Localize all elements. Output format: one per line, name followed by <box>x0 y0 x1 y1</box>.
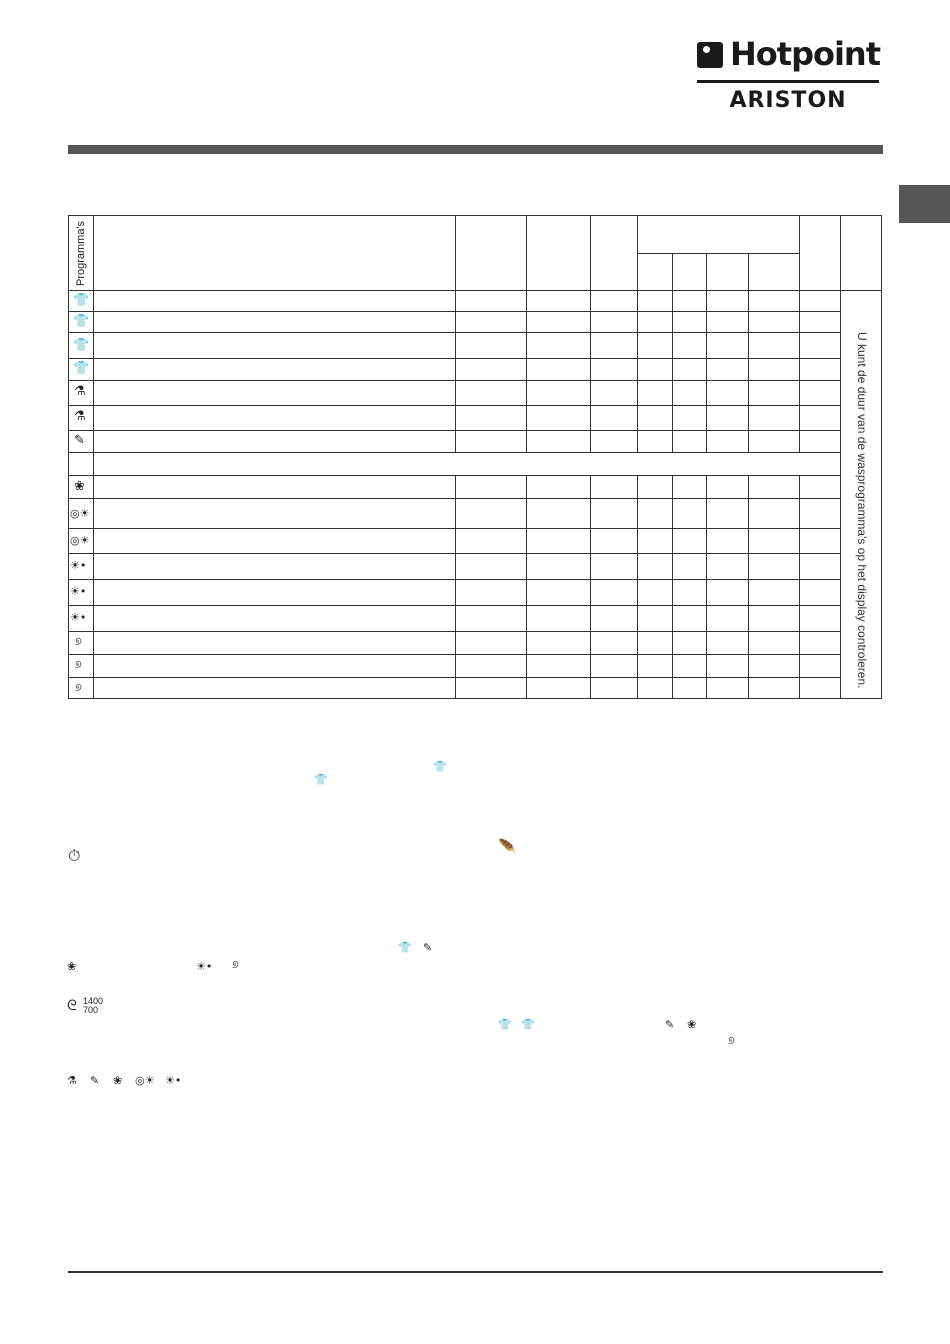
table-first-header: Programma's <box>75 220 87 286</box>
sun-icon: ☀• <box>165 1074 182 1087</box>
shirt-stain-icon: 👕 <box>498 1018 512 1031</box>
footer-rule <box>68 1271 883 1273</box>
brand-subname: ARISTON <box>729 88 847 113</box>
spin-speed-values <box>83 997 103 1015</box>
brush-icon: ✎ <box>423 941 433 954</box>
spin-icon: ୭ <box>75 681 82 694</box>
sun-icon: ☀• <box>70 611 87 624</box>
brush-icon: ✎ <box>90 1074 100 1087</box>
table-grid <box>68 215 882 699</box>
flask-icon: ⚗ <box>67 1074 77 1087</box>
spin-icon: ୭ <box>75 658 82 671</box>
table-side-note: U kunt de duur van de wasprogramma's op het display controleren. <box>855 332 869 689</box>
shirt-icon: 👕 <box>521 1018 535 1031</box>
wool-icon: ❀ <box>67 960 77 973</box>
quick-wash-clock-icon: ⏱ <box>68 846 81 865</box>
mix-icon: ◎☀ <box>70 534 90 547</box>
flask-icon: ⚗ <box>74 384 86 399</box>
spin-icon: ୭ <box>728 1034 735 1047</box>
spin-low: 700 <box>83 1005 99 1015</box>
shirt-icon: 👕 <box>433 760 447 773</box>
shirt-icon: 👕 <box>73 338 90 353</box>
sun-icon: ☀• <box>196 960 213 973</box>
wool-icon: ❀ <box>687 1018 697 1031</box>
shirt-icon: 👕 <box>73 361 90 376</box>
shirt-icon: 👕 <box>73 314 90 329</box>
spin-speed-icon: ᘓ <box>67 998 77 1014</box>
shirt-stain-icon: 👕 <box>398 941 412 954</box>
sun-icon: ☀• <box>70 585 87 598</box>
feather-icon: 🪶 <box>498 838 517 856</box>
shirt-icon: 👕 <box>314 773 328 786</box>
spin-icon: ୭ <box>75 635 82 648</box>
wool-icon: ❀ <box>74 479 85 494</box>
wool-icon: ❀ <box>113 1074 123 1087</box>
spin-high: 1400 <box>83 996 104 1006</box>
mix-icon: ◎☀ <box>70 507 90 520</box>
spin-icon: ୭ <box>232 958 239 971</box>
brand-name: Hotpoint <box>730 35 880 73</box>
brush-icon: ✎ <box>74 433 85 448</box>
flask-icon: ⚗ <box>74 409 86 424</box>
mix-icon: ◎☀ <box>135 1074 155 1087</box>
brush-icon: ✎ <box>665 1018 675 1031</box>
shirt-stain-icon: 👕 <box>73 293 90 308</box>
sun-icon: ☀• <box>70 559 87 572</box>
